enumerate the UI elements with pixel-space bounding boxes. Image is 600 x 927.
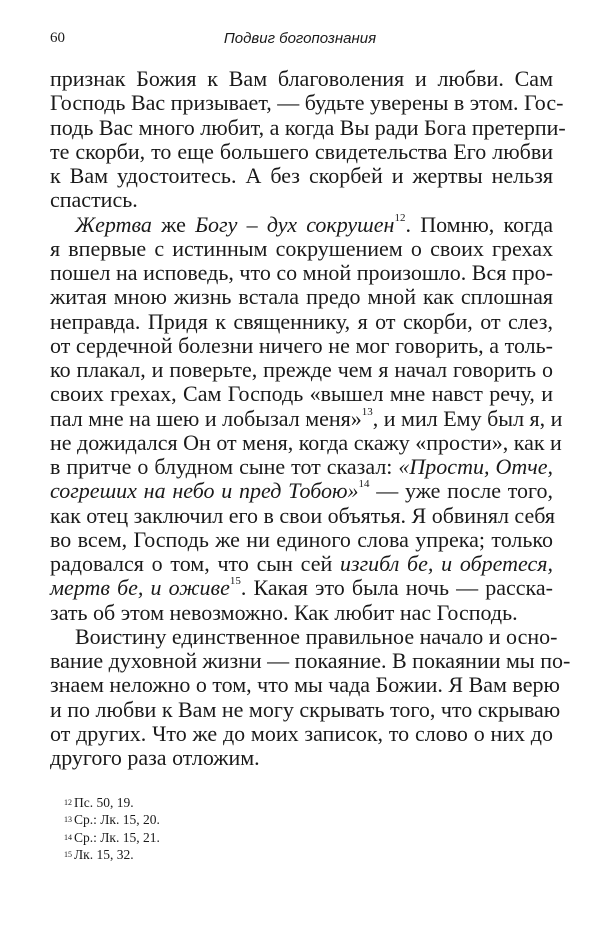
text-line	[50, 722, 553, 746]
text-line	[50, 140, 553, 164]
text-line	[50, 528, 553, 552]
footnote-ref: 12	[394, 211, 406, 224]
text-segment: . Помню, когда	[405, 211, 553, 237]
text-segment: же	[151, 211, 196, 237]
footnote-text: Ср.: Лк. 15, 21.	[74, 829, 160, 845]
text-line	[50, 429, 562, 455]
text-segment: от сердечной болезни ничего не мог говорить, а толь-	[50, 332, 553, 358]
text-line	[50, 358, 553, 382]
text-line	[50, 237, 553, 261]
text-line	[50, 552, 553, 576]
footnote-ref: 14	[358, 478, 370, 491]
text-segment: Господь Вас призывает, — будьте уверены в этом. Гос-	[50, 90, 564, 116]
text-line	[50, 334, 553, 358]
text-segment: во всем, Господь же ни единого слова упрека; только	[50, 526, 553, 552]
footnote-text: Ср.: Лк. 15, 20.	[74, 812, 160, 828]
text-segment: ко плакал, и поверьте, прежде чем я начал говорить о	[50, 357, 553, 382]
text-segment: я впервые с истинным сокрушением о своих грехах	[50, 235, 553, 261]
text-line	[50, 285, 553, 309]
text-line	[75, 623, 558, 649]
text-segment: другого раза отложим.	[50, 745, 260, 770]
text-segment: от других. Что же до моих записок, то слово о них до	[50, 720, 553, 746]
text-line	[50, 504, 553, 528]
text-segment: признак Божия к Вам благоволения и любви. Сам	[50, 66, 553, 91]
text-line	[50, 672, 560, 698]
running-title: Подвиг богопознания	[223, 30, 377, 47]
text-line	[75, 213, 553, 237]
text-segment: спастись.	[50, 187, 138, 213]
text-segment: и по любви к Вам не могу скрывать того, что скрываю	[50, 696, 561, 722]
text-segment: зать об этом невозможно. Как любит нас Господь.	[50, 599, 518, 625]
italic-quote: согреших на небо и пред Тобою»	[50, 478, 359, 504]
footnote-number: 15	[64, 849, 72, 859]
footnote-text: Лк. 15, 32.	[74, 846, 134, 862]
text-segment: не дожидался Он от меня, когда скажу «прости», как и	[50, 429, 562, 455]
footnote-ref: 13	[361, 405, 373, 418]
text-line	[50, 648, 571, 673]
footnote-number: 13	[64, 815, 72, 825]
text-segment: подь Вас много любит, а когда Вы ради Бога претерпи-	[50, 114, 566, 140]
text-segment: как отец заключил его в свои объятья. Я обвинял себя	[50, 502, 555, 528]
text-segment: в притче о блудном сыне тот сказал:	[50, 454, 399, 479]
text-segment: к Вам удостоитесь. А без скорбей и жертвы нельзя	[50, 163, 553, 188]
text-segment: своих грехах, Сам Господь «вышел мне навст речу, и	[50, 381, 553, 407]
text-line	[50, 405, 563, 431]
text-line	[50, 188, 553, 212]
text-line	[50, 746, 553, 770]
italic-quote: «Прости, Отче,	[398, 454, 553, 479]
text-segment: Воистину единственное правильное начало и осно-	[75, 623, 558, 649]
text-segment: пошел на исповедь, что со мной произошло. Вся про-	[50, 260, 553, 285]
text-line	[50, 696, 561, 722]
text-line	[50, 576, 553, 600]
text-line	[50, 67, 553, 91]
text-line	[50, 455, 553, 479]
footnote-number: 12	[64, 798, 72, 807]
text-segment: радовался о том, что сын сей	[50, 551, 341, 576]
footnote	[64, 830, 160, 846]
text-line	[50, 114, 566, 140]
footnote	[64, 812, 160, 828]
footnote-text: Пс. 50, 19.	[74, 795, 134, 810]
text-segment: вание духовной жизни — покаяние. В покаянии мы по-	[50, 648, 571, 673]
text-line	[50, 601, 553, 625]
text-line	[50, 479, 553, 503]
italic-quote: Богу – дух сокрушен	[195, 211, 395, 237]
text-segment: те скорби, то еще большего свидетельства Его любви	[50, 138, 553, 164]
italic-quote: мертв бе, и оживе	[50, 575, 230, 601]
text-segment: знаем неложно о том, что мы чада Божии. Я Вам верю	[50, 672, 560, 698]
text-segment: неправда. Придя к священнику, я от скорби, от слез,	[50, 308, 553, 334]
text-line	[50, 164, 553, 188]
text-line	[50, 310, 553, 334]
footnote	[64, 847, 134, 863]
italic-quote: Жертва	[75, 211, 152, 237]
text-segment: . Какая это была ночь — расска-	[240, 575, 553, 601]
footnote-ref: 15	[229, 575, 241, 588]
footnote-number: 14	[64, 832, 72, 842]
footnote	[64, 795, 134, 811]
text-line	[50, 90, 564, 116]
page-number: 60	[50, 30, 65, 46]
text-line	[50, 382, 553, 406]
text-segment: , и мил Ему был я, и	[372, 405, 563, 431]
text-segment: — уже после того,	[369, 478, 554, 504]
text-segment: пал мне на шею и лобызал меня»	[50, 405, 362, 431]
italic-quote: изгибл бе, и обретеся,	[340, 551, 553, 576]
text-segment: житая мною жизнь встала предо мной как сплошная	[50, 284, 553, 310]
text-line	[50, 261, 553, 285]
